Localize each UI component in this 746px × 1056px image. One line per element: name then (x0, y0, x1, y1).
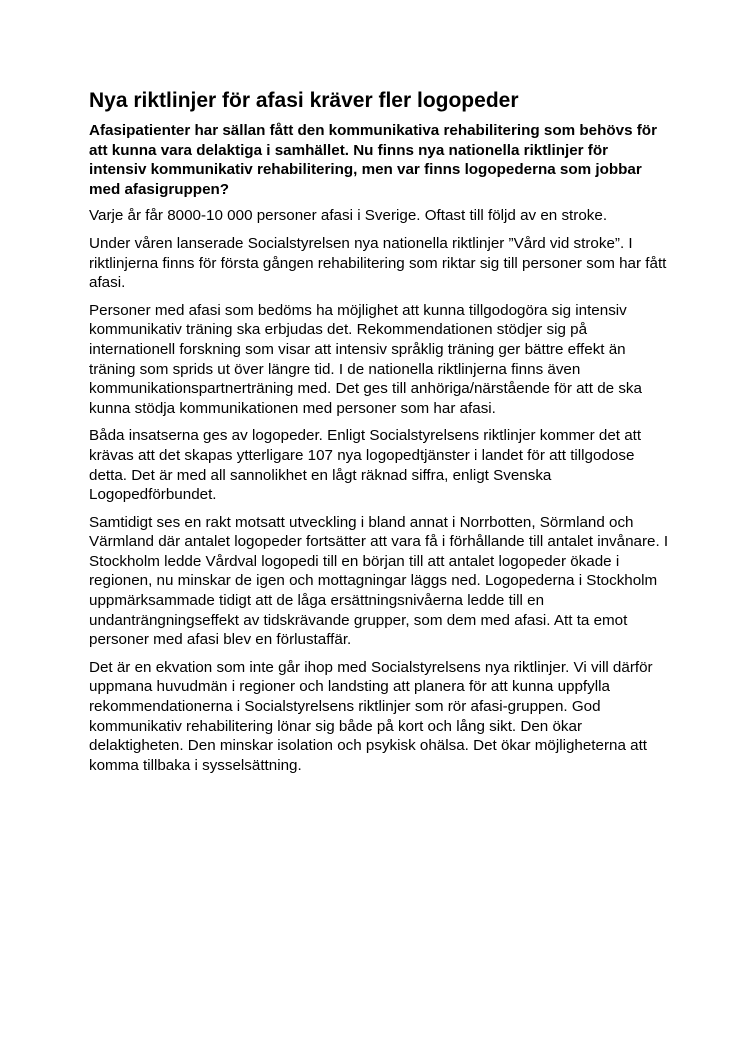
paragraph-2: Under våren lanserade Socialstyrelsen nya nationella riktlinjer ”Vård vid stroke”. I riktlinjerna finns för första gången rehabilitering som riktar sig till personer som har fått afasi. (89, 234, 667, 292)
paragraph-1: Varje år får 8000-10 000 personer afasi i Sverige. Oftast till följd av en stroke. (89, 207, 608, 225)
paragraph-6: Det är en ekvation som inte går ihop med Socialstyrelsens nya riktlinjer. Vi vill därför uppmana huvudmän i regioner och landsting att planera för att kunna uppfylla rekommendationerna i Socialstyrelsens riktlinjer som rör afasi-gruppen. God kommunikativ rehabilitering lönar sig både på kort och lång sikt. Den ökar delaktigheten. Den minskar isolation och psykisk ohälsa. Det ökar möjligheterna att komma tillbaka i sysselsättning. (89, 658, 653, 774)
document-page (89, 88, 669, 783)
paragraph-4: Båda insatserna ges av logopeder. Enligt Socialstyrelsens riktlinjer kommer det att krävas att det skapas ytterligare 107 nya logopedtjänster i landet för att tillgodose detta. Det är med all sannolikhet en lågt räknad siffra, enligt Svenska Logopedförbundet. (89, 427, 642, 504)
article-lead: Afasipatienter har sällan fått den kommunikativa rehabilitering som behövs för att kunna vara delaktiga i samhället. Nu finns nya nationella riktlinjer för intensiv kommunikativ rehabilitering, men var finns logopederna som jobbar med afasigruppen? (89, 122, 657, 198)
article-title: Nya riktlinjer för afasi kräver fler logopeder (89, 89, 519, 112)
paragraph-3: Personer med afasi som bedöms ha möjlighet att kunna tillgodogöra sig intensiv kommunikativ träning ska erbjudas det. Rekommendationen stödjer sig på internationell forskning som visar att intensiv språklig träning ger bättre effekt än träning som sprids ut över längre tid. I de nationella riktlinjerna finns även kommunikationspartnerträning med. Det ges till anhöriga/närstående för att de ska kunna stödja kommunikationen med personer som har afasi. (89, 301, 642, 417)
paragraph-5: Samtidigt ses en rakt motsatt utveckling i bland annat i Norrbotten, Sörmland och Värmland där antalet logopeder fortsätter att vara få i förhållande till antalet invånare. I Stockholm ledde Vårdval logopedi till en början till att antalet logopeder ökade i regionen, nu minskar de igen och mottagningar läggs ned. Logopederna i Stockholm uppmärksammade tidigt att de låga ersättningsnivåerna ledde till en undanträngningseffekt av tidskrävande grupper, som dem med afasi. Att ta emot personer med afasi blev en förlustaffär. (89, 513, 669, 649)
